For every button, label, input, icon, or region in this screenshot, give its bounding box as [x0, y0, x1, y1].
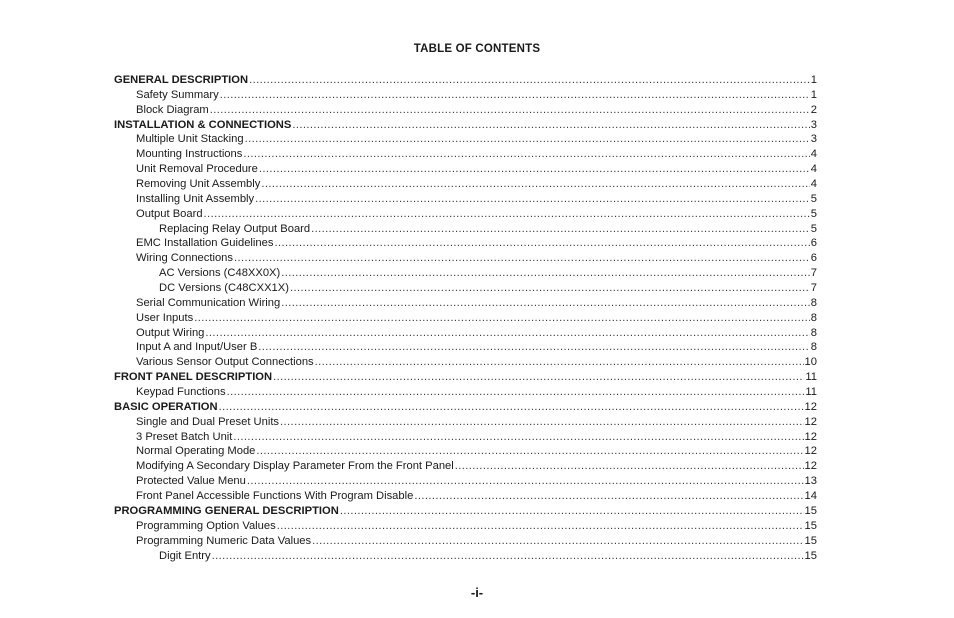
- toc-entry-label: Digit Entry: [159, 549, 211, 562]
- toc-entry-label: Input A and Input/User B: [136, 341, 258, 354]
- dot-leader: [273, 370, 804, 385]
- toc-subsection-entry: [114, 489, 817, 504]
- toc-entry-label: Serial Communication Wiring: [136, 296, 281, 309]
- toc-subsection-entry: [114, 519, 817, 534]
- dot-leader: [259, 162, 810, 177]
- toc-entry-label: Programming Option Values: [136, 519, 276, 532]
- toc-subsection-entry: [114, 162, 817, 177]
- toc-entry-label: Modifying A Secondary Display Parameter From the Front Panel: [136, 460, 454, 473]
- toc-entry-page-number: 4: [810, 148, 817, 161]
- dot-leader: [243, 147, 809, 162]
- toc-entry-page-number: 7: [810, 267, 817, 280]
- toc-subsection-entry: [114, 222, 817, 237]
- toc-entry-label: GENERAL DESCRIPTION: [114, 74, 249, 86]
- toc-entry-page-number: 13: [804, 475, 817, 488]
- toc-entry-label: Single and Dual Preset Units: [136, 415, 280, 428]
- toc-entry-label: PROGRAMMING GENERAL DESCRIPTION: [114, 504, 339, 517]
- toc-entry-page-number: 5: [810, 192, 817, 205]
- toc-entry-label: Front Panel Accessible Functions With Program Disable: [136, 490, 414, 503]
- toc-subsection-entry: [114, 534, 817, 549]
- toc-entry-label: INSTALLATION & CONNECTIONS: [114, 118, 292, 131]
- toc-subsection-entry: [114, 355, 817, 370]
- toc-entry-label: AC Versions (C48XX0X): [159, 267, 281, 280]
- toc-entry-page-number: 8: [810, 296, 817, 309]
- toc-subsection-entry: [114, 103, 817, 118]
- toc-subsection-entry: [114, 192, 817, 207]
- toc-entry-label: Multiple Unit Stacking: [136, 133, 244, 146]
- toc-entry-page-number: 12: [804, 400, 817, 413]
- dot-leader: [256, 444, 803, 459]
- toc-entry-page-number: 11: [805, 371, 817, 384]
- dot-leader: [414, 489, 803, 504]
- dot-leader: [290, 281, 810, 296]
- dot-leader: [315, 355, 804, 370]
- table-of-contents: [114, 73, 817, 563]
- page-title: TABLE OF CONTENTS: [413, 43, 541, 55]
- toc-entry-page-number: 6: [810, 237, 817, 250]
- toc-subsection-entry: [114, 177, 817, 192]
- dot-leader: [292, 118, 809, 133]
- toc-entry-label: Installing Unit Assembly: [136, 192, 255, 205]
- dot-leader: [274, 236, 809, 251]
- toc-subsection-entry: [114, 444, 817, 459]
- toc-entry-label: Removing Unit Assembly: [136, 178, 261, 191]
- dot-leader: [220, 88, 810, 103]
- toc-entry-page-number: 8: [810, 341, 817, 354]
- toc-entry-page-number: 10: [804, 356, 817, 369]
- toc-entry-page-number: 3: [810, 133, 817, 146]
- toc-entry-label: DC Versions (C48CXX1X): [159, 282, 289, 295]
- toc-entry-page-number: 15: [804, 519, 817, 532]
- toc-section-entry: [114, 504, 817, 519]
- toc-entry-label: Programming Numeric Data Values: [136, 534, 312, 547]
- toc-subsection-entry: [114, 88, 817, 103]
- dot-leader: [205, 326, 809, 341]
- dot-leader: [280, 415, 804, 430]
- toc-subsection-entry: [114, 340, 817, 355]
- toc-entry-page-number: 2: [810, 103, 817, 116]
- dot-leader: [234, 251, 810, 266]
- dot-leader: [247, 474, 804, 489]
- toc-entry-page-number: 15: [804, 504, 817, 517]
- toc-entry-label: Output Board: [136, 207, 203, 220]
- toc-entry-page-number: 12: [804, 460, 817, 473]
- toc-section-entry: [114, 400, 817, 415]
- dot-leader: [258, 340, 809, 355]
- toc-section-entry: [114, 73, 817, 88]
- toc-subsection-entry: [114, 281, 817, 296]
- toc-subsection-entry: [114, 549, 817, 564]
- dot-leader: [312, 534, 803, 549]
- dot-leader: [281, 296, 810, 311]
- toc-entry-page-number: 8: [810, 311, 817, 324]
- toc-entry-page-number: 15: [804, 549, 817, 562]
- toc-entry-label: Normal Operating Mode: [136, 445, 256, 458]
- toc-section-entry: [114, 118, 817, 133]
- toc-entry-label: Output Wiring: [136, 326, 205, 339]
- toc-entry-label: Protected Value Menu: [136, 475, 246, 488]
- dot-leader: [233, 430, 803, 445]
- toc-subsection-entry: [114, 236, 817, 251]
- dot-leader: [277, 519, 804, 534]
- toc-subsection-entry: [114, 459, 817, 474]
- toc-subsection-entry: [114, 326, 817, 341]
- toc-section-entry: [114, 370, 817, 385]
- page-number-footer: -i-: [470, 585, 484, 600]
- toc-subsection-entry: [114, 385, 817, 400]
- toc-entry-page-number: 1: [810, 88, 817, 101]
- toc-subsection-entry: [114, 296, 817, 311]
- dot-leader: [261, 177, 809, 192]
- toc-subsection-entry: [114, 251, 817, 266]
- toc-entry-page-number: 14: [804, 490, 817, 503]
- dot-leader: [210, 103, 810, 118]
- dot-leader: [311, 222, 810, 237]
- toc-entry-page-number: 4: [810, 163, 817, 176]
- toc-subsection-entry: [114, 415, 817, 430]
- toc-entry-page-number: 3: [810, 118, 817, 131]
- dot-leader: [255, 192, 810, 207]
- dot-leader: [245, 132, 810, 147]
- toc-subsection-entry: [114, 132, 817, 147]
- toc-entry-page-number: 12: [804, 415, 817, 428]
- toc-subsection-entry: [114, 474, 817, 489]
- dot-leader: [455, 459, 804, 474]
- toc-entry-page-number: 7: [810, 282, 817, 295]
- toc-entry-label: Block Diagram: [136, 103, 209, 116]
- toc-entry-label: EMC Installation Guidelines: [136, 237, 274, 250]
- dot-leader: [340, 504, 804, 519]
- toc-subsection-entry: [114, 207, 817, 222]
- toc-entry-label: Wiring Connections: [136, 252, 234, 265]
- toc-entry-page-number: 12: [804, 430, 817, 443]
- toc-entry-label: Mounting Instructions: [136, 148, 243, 161]
- dot-leader: [281, 266, 810, 281]
- toc-entry-label: Unit Removal Procedure: [136, 163, 258, 176]
- toc-entry-page-number: 1: [810, 74, 817, 86]
- toc-entry-label: Keypad Functions: [136, 386, 226, 399]
- toc-subsection-entry: [114, 266, 817, 281]
- toc-entry-label: Various Sensor Output Connections: [136, 356, 314, 369]
- toc-entry-page-number: 5: [810, 207, 817, 220]
- toc-entry-page-number: 11: [805, 386, 817, 399]
- toc-entry-page-number: 5: [810, 222, 817, 235]
- toc-subsection-entry: [114, 147, 817, 162]
- toc-entry-label: User Inputs: [136, 311, 194, 324]
- toc-entry-page-number: 6: [810, 252, 817, 265]
- dot-leader: [227, 385, 805, 400]
- toc-entry-page-number: 4: [810, 178, 817, 191]
- toc-entry-label: Safety Summary: [136, 88, 219, 101]
- toc-entry-page-number: 8: [810, 326, 817, 339]
- toc-entry-label: 3 Preset Batch Unit: [136, 430, 233, 443]
- dot-leader: [212, 549, 804, 564]
- toc-entry-page-number: 15: [804, 534, 817, 547]
- dot-leader: [249, 73, 810, 88]
- toc-entry-page-number: 12: [804, 445, 817, 458]
- toc-entry-label: FRONT PANEL DESCRIPTION: [114, 371, 273, 384]
- dot-leader: [204, 207, 810, 222]
- toc-subsection-entry: [114, 311, 817, 326]
- toc-entry-label: Replacing Relay Output Board: [159, 222, 311, 235]
- dot-leader: [194, 311, 810, 326]
- toc-subsection-entry: [114, 430, 817, 445]
- dot-leader: [219, 400, 804, 415]
- toc-entry-label: BASIC OPERATION: [114, 400, 218, 413]
